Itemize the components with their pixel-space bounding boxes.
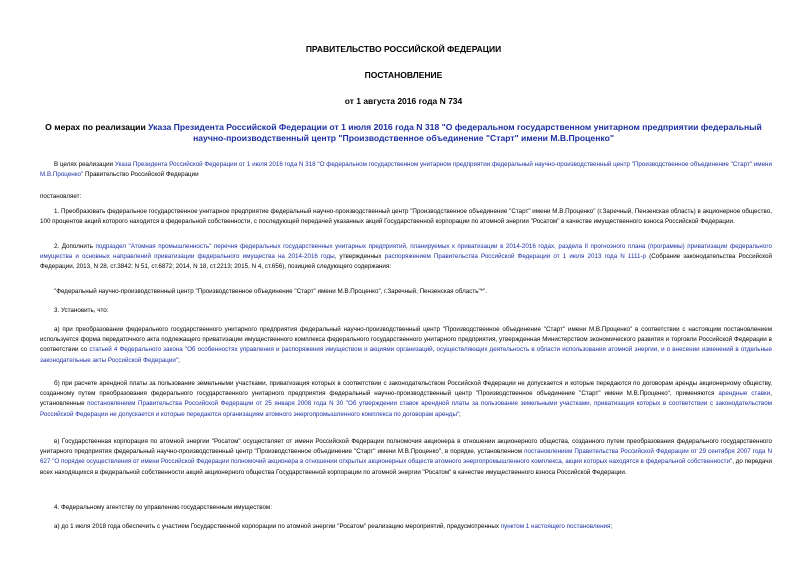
item-2-text-2: , утвержденных	[334, 253, 385, 261]
document-title	[40, 122, 767, 144]
item-3c-resolution-link[interactable]: постановлением Правительства Российской Федерации от 29 сентября 2007 года N 627 "О порядке осуществления от имени Российской Федерации полномочий акционера в отношении открытых акционерных обществ атомного энергопромышленного комплекса, акции которых находятся в федеральной собственности"	[40, 448, 772, 466]
document-type-heading: ПОСТАНОВЛЕНИЕ	[364, 70, 443, 80]
intro-decree-link[interactable]: Указа Президента Российской Федерации от 1 июля 2016 года N 318 "О федеральном государственном унитарном предприятии федеральный научно-производственный центр "Производственное объединение "Старт" имени М.В.Проценко"	[40, 161, 772, 179]
item-3b-text-3: ;	[459, 410, 461, 418]
item-3b-rates-link[interactable]: арендные ставки	[718, 390, 771, 398]
government-heading: ПРАВИТЕЛЬСТВО РОССИЙСКОЙ ФЕДЕРАЦИИ	[305, 44, 502, 54]
item-3b-paragraph	[40, 379, 772, 420]
item-3a-text-2: ;	[178, 356, 180, 364]
document-date-number: от 1 августа 2016 года N 734	[344, 96, 463, 106]
intro-paragraph	[40, 160, 772, 180]
intro-text-2: Правительство Российской Федерации	[83, 171, 199, 179]
item-3b-resolution-link[interactable]: постановлением Правительства Российской Федерации от 25 января 2008 года N 30 "Об утверждении ставок арендной платы за пользование земельными участками, приватизация которых в соответствии с законодательством Российской Федерации не допускается и которые передаются организациям атомного энергопромышленного комплекса по договорам аренды"	[40, 400, 772, 418]
title-prefix: О мерах по реализации	[45, 122, 149, 132]
item-4a-text-1: а) до 1 июля 2018 года обеспечить с участием Государственной корпорации по атомной энергии "Росатом" реализацию мероприятий, предусмотренных	[54, 523, 501, 530]
item-3c-text-1: в) Государственная корпорация по атомной энергии "Росатом" осуществляет от имени Российской Федерации полномочия акционера в отношении акционерного общества, созданного путем преобразования федерального государственного унитарного предприятия федеральный научно-производственный центр "Производственное объединение "Старт" имени М.В.Проценко", в порядке, установленном	[40, 438, 772, 456]
item-2-paragraph	[40, 242, 772, 273]
item-3c-text-2: , до передачи всех находящихся в федеральной собственности акций акционерного общества Государственной корпорации по атомной энергии "Росатом" в качестве имущественного взноса Российской Федерации.	[40, 458, 773, 476]
item-3a-law-link[interactable]: статьей 4 Федерального закона "Об особенностях управления и распоряжения имуществом и акциями организаций, осуществляющих деятельность в области использования атомной энергии, и о внесении изменений в отдельные законодательные акты Российской Федерации"	[40, 346, 772, 364]
title-decree-link[interactable]: Указа Президента Российской Федерации от 1 июля 2016 года N 318 "О федеральном государственном унитарном предприятии федеральный научно-производственный центр "Производственное объединение "Старт" имени М.В.Проценко"	[148, 122, 762, 143]
item-2-text-3: (Собрание законодательства Российской Федерации, 2013, N 28, ст.3842; N 51, ст.6872; 2014, N 18, ст.2213; 2015, N 4, ст.656), позицией следующего содержания:	[40, 253, 772, 271]
item-2-order-link[interactable]: распоряжением Правительства Российской Федерации от 1 июля 2013 года N 1111-р	[384, 253, 647, 261]
item-2-text-1: 2. Дополнить	[54, 243, 96, 250]
item-3c-paragraph	[40, 437, 772, 478]
item-3b-text-1: б) при расчете арендной платы за пользование земельными участками, приватизация которых в соответствии с законодательством Российской Федерации не допускается и которые передаются по договорам аренды акционерному обществу, созданному путем преобразования федерального государственного унитарного предприятия федеральный научно-производственный центр "Производственное объединение "Старт" имени М.В.Проценко", применяются	[40, 380, 772, 398]
item-4-paragraph: 4. Федеральному агентству по управлению государственным имуществом:	[54, 504, 272, 511]
intro-text-1: В целях реализации	[54, 161, 115, 168]
item-3-paragraph: 3. Установить, что:	[54, 307, 109, 314]
item-2-subsection-link[interactable]: подраздел "Атомная промышленность" перечня федеральных государственных унитарных предприятий, планируемых к приватизации в 2014-2016 годах, раздела II прогнозного плана (программы) приватизации федерального имущества и основных направлений приватизации федерального имущества на 2014-2016 годы	[40, 243, 772, 261]
item-4a-text-2: ;	[610, 523, 613, 530]
item-3b-text-2: , установленные	[40, 390, 772, 408]
item-3a-paragraph	[40, 325, 772, 366]
decree-word: постановляет:	[40, 193, 82, 200]
item-4a-paragraph	[40, 522, 772, 532]
item-3a-text-1: а) при преобразовании федерального государственного унитарного предприятия федеральный научно-производственный центр "Производственное объединение "Старт" имени М.В.Проценко" в соответствии с настоящим постановлением используется форма передаточного акта подлежащего приватизации имущественного комплекса федерального государственного унитарного предприятия, утвержденная Министерством экономического развития и торговли Российской Федерации в соответствии со	[40, 326, 772, 354]
item-1-paragraph: 1. Преобразовать федеральное государственное унитарное предприятие федеральный научно-производственный центр "Производственное объединение "Старт" имени М.В.Проценко" (г.Заречный, Пензенская область) в акционерное общество, 100 процентов акций которого находится в федеральной собственности, с последующей передачей указанных акций Государственной корпорации по атомной энергии "Росатом" в качестве имущественного взноса Российской Федерации.	[40, 208, 772, 226]
quoted-position: "Федеральный научно-производственный центр "Производственное объединение "Старт" имени М.В.Проценко", г.Заречный, Пензенская область"*".	[54, 288, 488, 295]
item-4a-point-link[interactable]: пунктом 1 настоящего постановления	[500, 523, 611, 530]
